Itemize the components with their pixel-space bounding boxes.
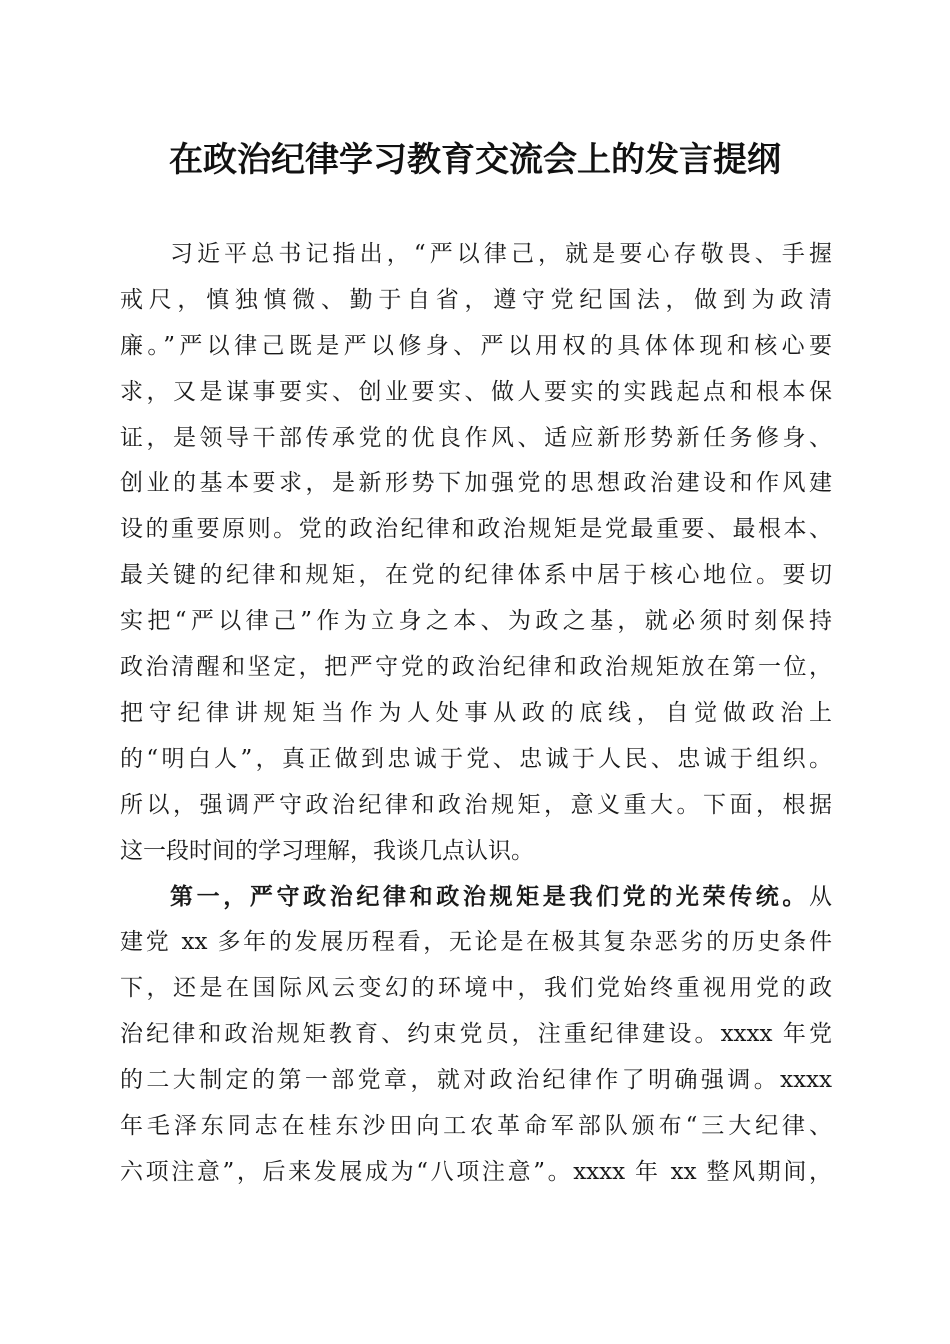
paragraph-1-line: 求，又是谋事要实、创业要实、做人要实的实践起点和根本保	[120, 378, 832, 405]
paragraph-2-lead: 第一，严守政治纪律和政治规矩是我们党的光荣传统。	[170, 883, 809, 911]
paragraph-1-line: 习近平总书记指出，“严以律己，就是要心存敬畏、手握	[170, 241, 832, 267]
paragraph-1-line: 把守纪律讲规矩当作为人处事从政的底线，自觉做政治上	[120, 699, 832, 726]
paragraph-1-line: 政治清醒和坚定，把严守党的政治纪律和政治规矩放在第一位，	[120, 654, 832, 681]
paragraph-1-line: 廉。”严以律己既是严以修身、严以用权的具体体现和核心要	[120, 332, 832, 359]
paragraph-1-line: 证，是领导干部传承党的优良作风、适应新形势新任务修身、	[120, 424, 832, 451]
paragraph-1-line: 的“明白人”，真正做到忠诚于党、忠诚于人民、忠诚于组织。	[120, 745, 832, 772]
paragraph-2-line: 治纪律和政治规矩教育、约束党员，注重纪律建设。xxxx 年党	[120, 1021, 832, 1048]
paragraph-1-line: 创业的基本要求，是新形势下加强党的思想政治建设和作风建	[120, 470, 832, 497]
paragraph-1-line: 设的重要原则。党的政治纪律和政治规矩是党最重要、最根本、	[120, 516, 832, 543]
document-body	[120, 232, 832, 1196]
document-title: 在政治纪律学习教育交流会上的发言提纲	[169, 140, 781, 180]
paragraph-1-line: 最关键的纪律和规矩，在党的纪律体系中居于核心地位。要切	[120, 562, 832, 589]
paragraph-2-first-rest: 从	[809, 884, 832, 911]
paragraph-2-line: 下，还是在国际风云变幻的环境中，我们党始终重视用党的政	[120, 975, 832, 1002]
paragraph-1-line: 所以，强调严守政治纪律和政治规矩，意义重大。下面，根据	[120, 791, 832, 818]
paragraph-2-line: 六项注意”，后来发展成为“八项注意”。xxxx 年 xx 整风期间，	[120, 1158, 832, 1185]
paragraph-2-line: 建党 xx 多年的发展历程看，无论是在极其复杂恶劣的历史条件	[120, 929, 832, 956]
paragraph-1-line: 戒尺，慎独慎微、勤于自省，遵守党纪国法，做到为政清	[120, 286, 832, 313]
paragraph-1-line: 这一段时间的学习理解，我谈几点认识。	[120, 837, 534, 864]
paragraph-1-line: 实把“严以律己”作为立身之本、为政之基，就必须时刻保持	[120, 608, 832, 635]
paragraph-2-first-line	[120, 874, 832, 920]
paragraph-2-line: 年毛泽东同志在桂东沙田向工农革命军部队颁布“三大纪律、	[120, 1112, 832, 1139]
paragraph-2-line: 的二大制定的第一部党章，就对政治纪律作了明确强调。xxxx	[120, 1067, 832, 1094]
